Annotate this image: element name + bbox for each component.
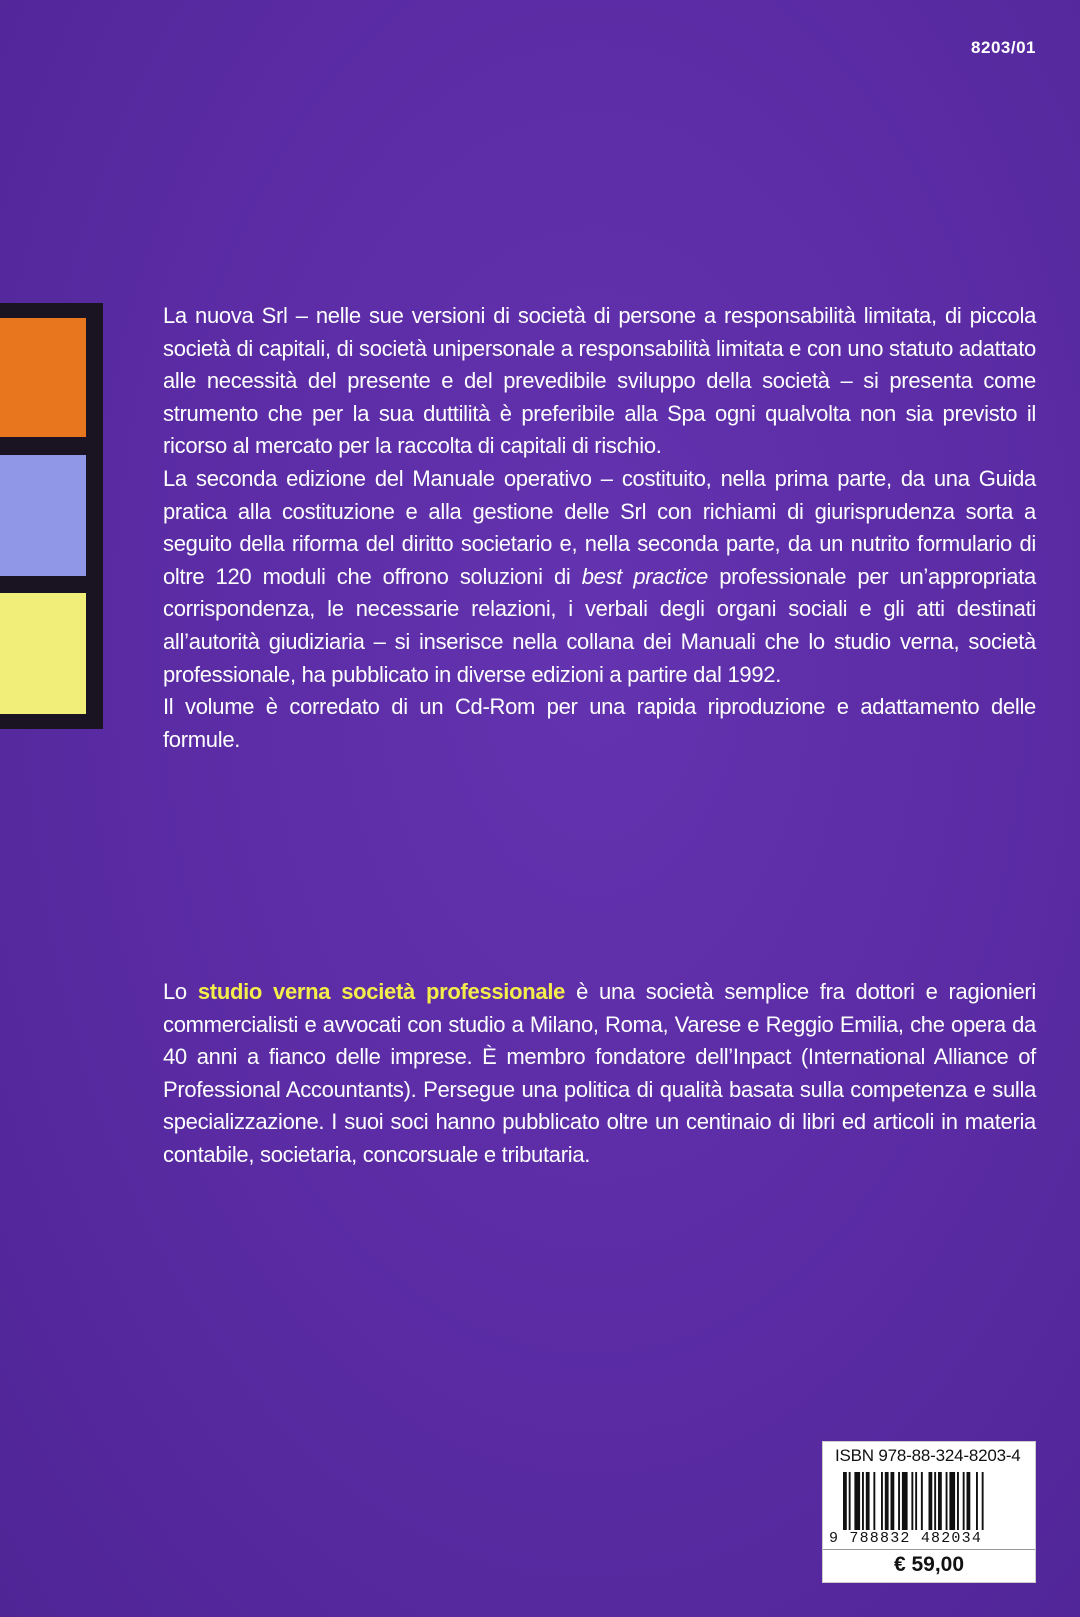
about-paragraph: Lo studio verna società professionale è una società semplice fra dottori e ragionieri commercialisti e avvocati con studio a Milano, Roma, Varese e Reggio Emilia, che opera da 40 anni a fianco delle imprese. È membro fondatore dell’Inpact (International Alliance of Professional Accountants). Persegue una politica di qualità basata sulla competenza e sulla specializzazione. I suoi soci hanno pubblicato oltre un centinaio di libri ed articoli in materia contabile, societaria, concorsuale e tributaria. xyxy=(163,979,1036,1167)
description-block xyxy=(163,300,1036,756)
barcode-icon xyxy=(843,1472,1025,1530)
orange-swatch xyxy=(0,318,86,437)
price: € 59,00 xyxy=(893,1553,965,1576)
description-paragraph-2: La seconda edizione del Manuale operativo – costituito, nella prima parte, da una Guida pratica alla costituzione e alla gestione delle Srl con richiami di giurisprudenza sorta a seguito della riforma del diritto societario e, nella seconda parte, da un nutrito formulario di oltre 120 moduli che offrono soluzioni di best practice professionale per un’appropriata corrispondenza, le necessarie relazioni, i verbali degli organi sociali e gli atti destinati all’autorità giudiziaria – si inserisce nella collana dei Manuali che lo studio verna, società professionale, ha pubblicato in diverse edizioni a partire dal 1992. xyxy=(163,465,1036,687)
yellow-swatch xyxy=(0,593,86,714)
isbn-text: ISBN 978-88-324-8203-4 xyxy=(835,1446,1021,1465)
barcode-label xyxy=(822,1441,1036,1583)
barcode-digits: 9 788832 482034 xyxy=(829,1530,983,1547)
color-swatch-block xyxy=(0,303,103,729)
divider xyxy=(823,1549,1035,1550)
publisher-name: studio verna società professionale xyxy=(197,979,566,1004)
about-block xyxy=(163,976,1036,1172)
description-paragraph-3: Il volume è corredato di un Cd-Rom per una rapida riproduzione e adattamento delle formule. xyxy=(163,694,1036,752)
best-practice-italic: best practice xyxy=(581,563,708,589)
description-paragraph-1: La nuova Srl – nelle sue versioni di società di persone a responsabilità limitata, di piccola società di capitali, di società unipersonale a responsabilità limitata e con uno statuto adattato alle necessità del presente e del prevedibile sviluppo della società – si presenta come strumento che per la sua duttilità è preferibile alla Spa ogni qualvolta non sia previsto il ricorso al mercato per la raccolta di capitali di rischio. xyxy=(163,303,1036,459)
catalog-code: 8203/01 xyxy=(971,38,1036,57)
blue-swatch xyxy=(0,455,86,576)
